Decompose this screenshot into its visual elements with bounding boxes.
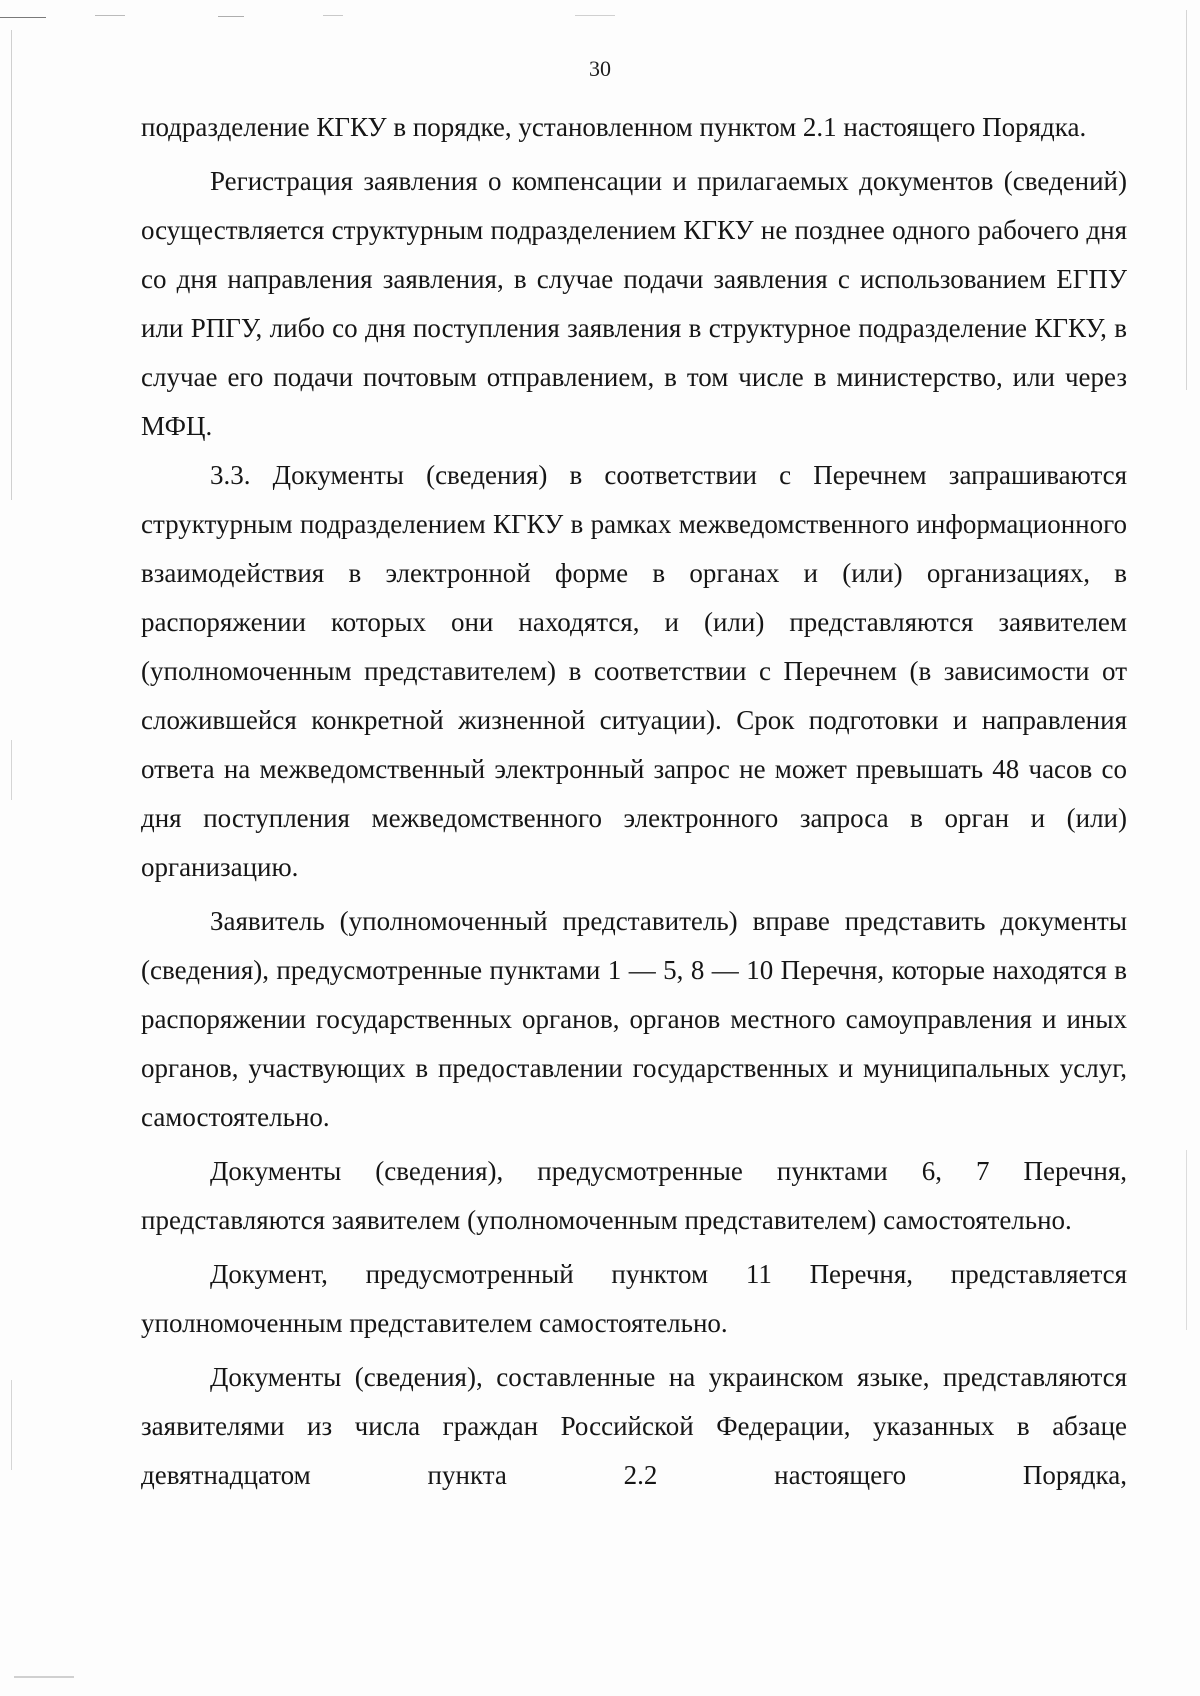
scan-artifact [95, 15, 125, 16]
scan-artifact [323, 15, 343, 16]
paragraph: Заявитель (уполномоченный представитель) вправе представить документы (сведения), предусмотренные пунктами 1 — 5, 8 — 10 Перечня, которые находятся в распоряжении государственных органов, органов местного самоуправления и иных органов, участвующих в предоставлении государственных и муниципальных услуг, самостоятельно. [141, 906, 1127, 1132]
scan-artifact [575, 15, 615, 16]
scan-artifact [218, 16, 244, 17]
scan-artifact [0, 17, 46, 18]
paragraph: 3.3. Документы (сведения) в соответствии с Перечнем запрашиваются структурным подразделением КГКУ в рамках межведомственного информационного взаимодействия в электронной форме в органах и (или) организациях, в распоряжении которых они находятся, и (или) представляются заявителем (уполномоченным представителем) в соответствии с Перечнем (в зависимости от сложившейся конкретной жизненной ситуации). Срок подготовки и направления ответа на межведомственный электронный запрос не может превышать 48 часов со дня поступления межведомственного электронного запроса в орган и (или) организацию. [141, 460, 1127, 882]
paragraph: Документы (сведения), составленные на украинском языке, представляются заявителями из числа граждан Российской Федерации, указанных в абзаце девятнадцатом пункта 2.2 настоящего Порядка, [141, 1362, 1127, 1490]
document-body [141, 103, 1127, 1500]
paragraph: подразделение КГКУ в порядке, установленном пунктом 2.1 настоящего Порядка. [141, 112, 1087, 142]
paragraph: Документ, предусмотренный пунктом 11 Перечня, представляется уполномоченным представителем самостоятельно. [141, 1259, 1127, 1338]
paragraph: Документы (сведения), предусмотренные пунктами 6, 7 Перечня, представляются заявителем (уполномоченным представителем) самостоятельно. [141, 1156, 1127, 1235]
scan-artifact [1186, 1150, 1187, 1330]
page-number: 30 [589, 56, 611, 81]
paragraph: Регистрация заявления о компенсации и прилагаемых документов (сведений) осуществляется структурным подразделением КГКУ не позднее одного рабочего дня со дня направления заявления, в случае подачи заявления с использованием ЕГПУ или РПГУ, либо со дня поступления заявления в структурное подразделение КГКУ, в случае его подачи почтовым отправлением, в том числе в министерство, или через МФЦ. [141, 166, 1127, 441]
scan-artifact [11, 30, 12, 500]
scan-artifact [14, 1676, 74, 1678]
scan-artifact [11, 1380, 12, 1470]
scan-artifact [11, 740, 12, 800]
